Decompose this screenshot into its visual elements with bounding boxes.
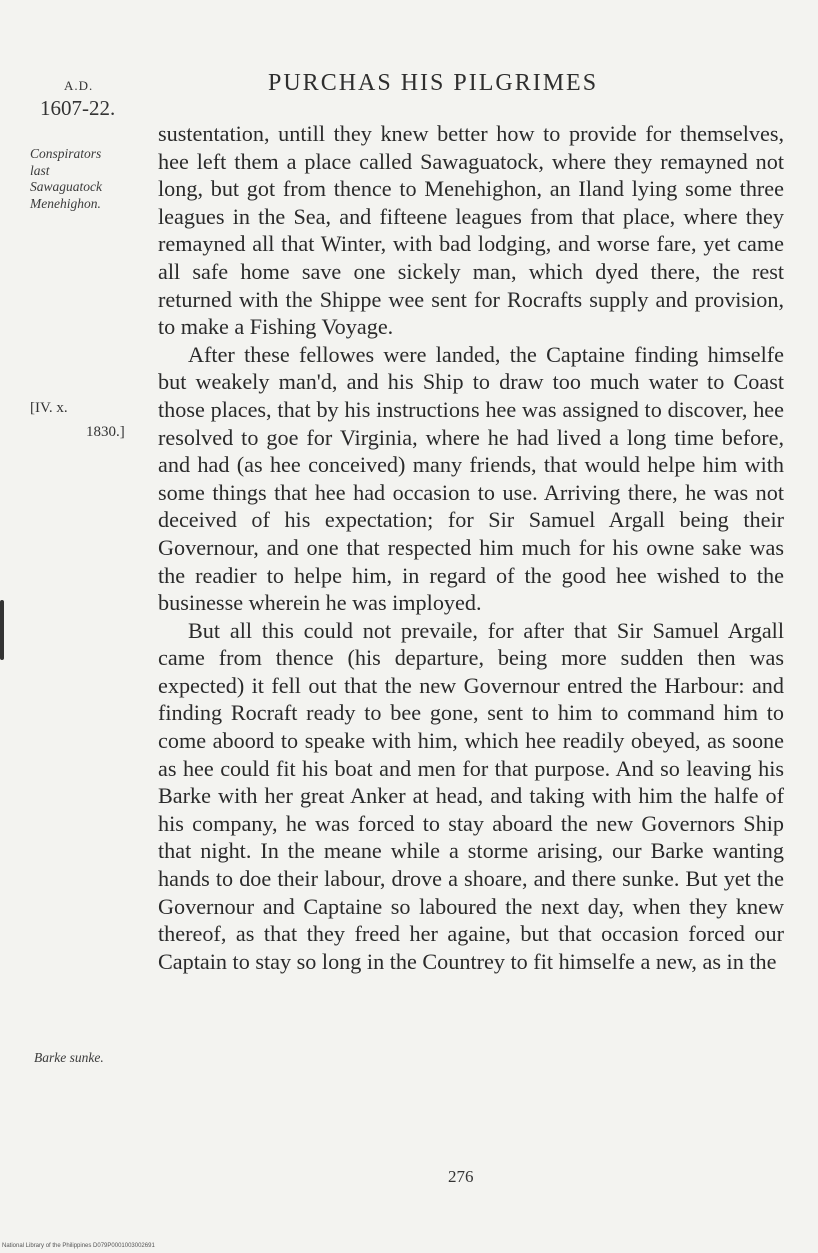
paragraph: sustentation, untill they knew better how to provide for themselves, hee left them a place called Sawaguatock, where they remayned not long, but got from thence to Menehighon, an Iland lying some three leagues in the Sea, and fifteene leagues from that place, where they remayned all that Winter, with bad lodging, and worse fare, yet came all safe home save one sickely man, which dyed there, the rest returned with the Shippe wee sent for Rocrafts supply and provision, to make a Fishing Voyage. xyxy=(158,121,784,340)
margin-note-line: Menehighon. xyxy=(30,195,101,211)
page-edge-shadow xyxy=(0,600,4,660)
volume-reference: [IV. x. xyxy=(30,400,68,416)
year-range: 1607-22. xyxy=(40,96,116,120)
paragraph: After these fellowes were landed, the Captaine finding himselfe but weakely man'd, and his Ship to draw too much water to Coast those places, that by his instructions hee was assigned to discover, hee resolved to goe for Virginia, where he had lived a long time before, and had (as hee conceived) many friends, that would helpe him with some things that hee had occasion to use. Arriving there, he was not deceived of his expectation; for Sir Samuel Argall being their Governour, and one that respected him much for his owne sake was the readier to helpe him, in regard of the good hee wished to the businesse wherein he was imployed. xyxy=(158,341,784,616)
era-label: A.D. xyxy=(64,78,94,93)
archive-caption: National Library of the Philippines D079P0001003002691 xyxy=(2,1243,155,1249)
margin-note-line: Conspirators xyxy=(30,146,102,161)
page-reference: 1830.] xyxy=(86,424,125,440)
margin-note-line: last xyxy=(30,162,50,178)
running-title: PURCHAS HIS PILGRIMES xyxy=(268,70,599,96)
margin-note-line: Sawaguatock xyxy=(30,179,102,194)
paragraph: But all this could not prevaile, for after that Sir Samuel Argall came from thence (his departure, being more sudden then was expected) it fell out that the new Governour entred the Harbour: and finding Rocraft ready to bee gone, sent to him to command him to come aboord to speake with him, which hee readily obeyed, as soone as hee could fit his boat and men for that purpose. And so leaving his Barke with her great Anker at head, and taking with him the halfe of his company, he was forced to stay aboard the new Governors Ship that night. In the meane while a storme arising, our Barke wanting hands to doe their labour, drove a shoare, and there sunke. But yet the Governour and Captaine so laboured the next day, when they knew thereof, as that they freed her againe, but that occasion forced our Captain to stay so long in the Countrey to fit himselfe a new, as in the xyxy=(158,617,784,974)
body-text xyxy=(158,120,784,975)
page-number: 276 xyxy=(448,1167,474,1186)
margin-note-barke: Barke sunke. xyxy=(34,1050,104,1065)
margin-note-conspirators xyxy=(30,146,150,212)
